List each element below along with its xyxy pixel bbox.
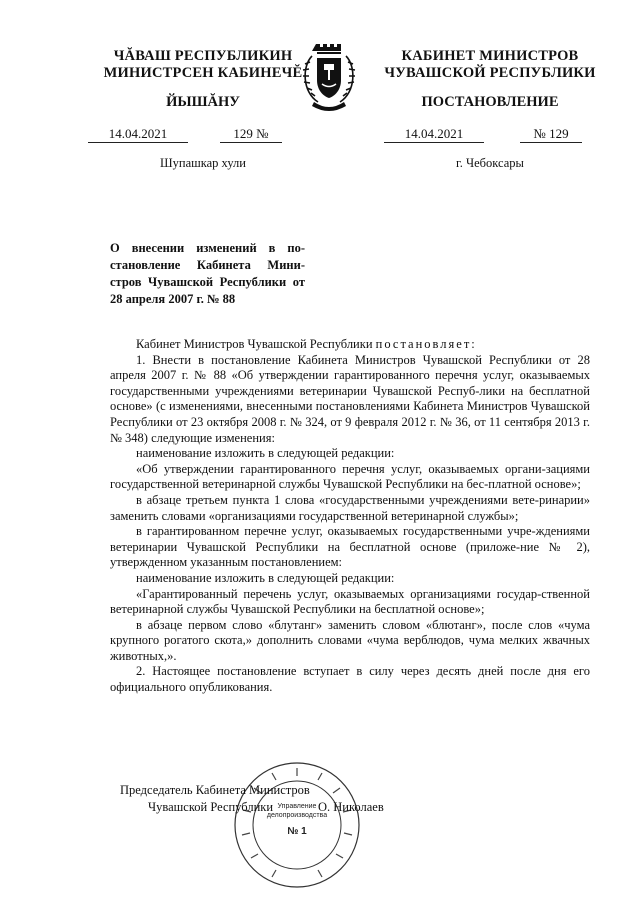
paragraph-4: в абзаце третьем пункта 1 слова «государственными учреждениями вете-ринарии» заменить словами «организациями государственной ветеринарной службы»; <box>110 492 590 523</box>
document-body <box>110 337 590 696</box>
header-left-line2: МИНИСТРСЕН КАБИНЕЧĔ <box>103 65 303 81</box>
header-left-number: 129 № <box>220 126 282 143</box>
paragraph-8: в абзаце первом слово «блутанг» заменить словом «блютанг», после слов «чума крупного рогатого скота,» дополнить словами «чума верблюдов, чума мелких жвачных животных,». <box>110 617 590 663</box>
paragraph-9: 2. Настоящее постановление вступает в силу через десять дней после дня его официального опубликования. <box>110 664 590 695</box>
header-left-doctype: ЙЫШĂНУ <box>166 94 240 110</box>
signature-title-1: Председатель Кабинета Министров <box>120 783 310 797</box>
intro-text: Кабинет Министров Чувашской Республики <box>136 337 373 351</box>
header-right-line2: ЧУВАШСКОЙ РЕСПУБЛИКИ <box>384 65 596 81</box>
header-left-place: Шупашкар хули <box>160 156 246 170</box>
header-right-org <box>380 48 600 82</box>
header-left-date: 14.04.2021 <box>88 126 188 143</box>
intro-verb: постановляет: <box>375 337 477 351</box>
signature-name: О. Николаев <box>318 800 384 814</box>
stamp-number: № 1 <box>287 826 307 837</box>
header-right-doctype: ПОСТАНОВЛЕНИЕ <box>421 94 559 110</box>
document-title: О внесении изменений в по-становление Кабинета Мини-стров Чувашской Республики от 28 апреля 2007 г. № 88 <box>110 241 305 306</box>
header-right-dateline <box>380 126 600 144</box>
stamp-icon <box>232 760 362 890</box>
paragraph-5: в гарантированном перечне услуг, оказываемых государственными учре-ждениями ветеринарии Чувашской Республики на бесплатной основе (приложе-ние № 2), утвержденном указанным постановлением: <box>110 524 590 570</box>
header-right-place: г. Чебоксары <box>456 156 524 170</box>
paragraph-3: «Об утверждении гарантированного перечня услуг, оказываемых органи-зациями государственной ветеринарной службы Чувашской Республики на бес-платной основе»; <box>110 461 590 492</box>
header-left-dateline <box>88 126 318 144</box>
header-right-line1: КАБИНЕТ МИНИСТРОВ <box>401 48 579 64</box>
paragraph-7: «Гарантированный перечень услуг, оказываемых организациями государ-ственной ветеринарной службы Чувашской Республики на бесплатной основе»; <box>110 586 590 617</box>
header-right-number: № 129 <box>520 126 582 143</box>
stamp-text: Управление делопроизводства <box>266 803 328 819</box>
paragraph-2: наименование изложить в следующей редакции: <box>136 446 395 461</box>
intro-paragraph <box>110 337 590 353</box>
header-left-org <box>88 48 318 82</box>
header-right-date: 14.04.2021 <box>384 126 484 143</box>
emblem-icon <box>298 36 360 116</box>
signature-title-2: Чувашской Республики <box>148 800 274 814</box>
paragraph-1: 1. Внести в постановление Кабинета Министров Чувашской Республики от 28 апреля 2007 г. № 88 «Об утверждении гарантированного перечня услуг, оказываемых государственными учреждениями ветеринарии Чувашской Респуб-лики на бесплатной основе» (с изменениями, внесенными постановлениями Кабинета Министров Чувашской Республики от 23 октября 2008 г. № 324, от 9 февраля 2012 г. № 36, от 11 сентября 2013 г. № 348) следующие изменения: <box>110 352 590 445</box>
header-left-line1: ЧĂВАШ РЕСПУБЛИКИН <box>113 48 293 64</box>
paragraph-6: наименование изложить в следующей редакции: <box>136 570 395 585</box>
